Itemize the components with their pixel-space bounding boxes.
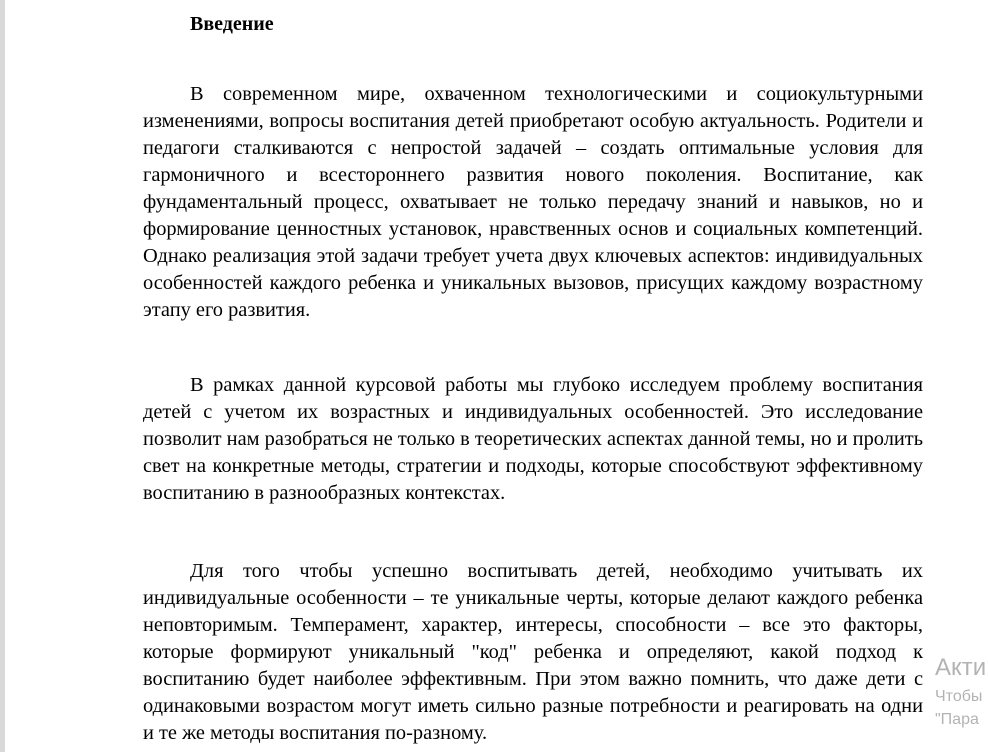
paragraph-3: Для того чтобы успешно воспитывать детей, необходимо учитывать их индивидуальные особенности – те уникальные черты, которые делают каждого ребенка неповторимым. Темперамент, характер, интересы, способности – все это факторы, которые формируют уникальный "код" ребенка и определяют, какой подход к воспитанию будет наиболее эффективным. При этом важно помнить, что даже дети с одинаковыми возрастом могут иметь сильно разные потребности и реагировать на одни и те же методы воспитания по-разному. [143, 560, 923, 745]
activation-watermark-title: Акти [935, 654, 987, 681]
activation-watermark-line-2: "Пара [935, 711, 979, 728]
paragraph-1: В современном мире, охваченном технологическими и социокультурными изменениями, вопросы воспитания детей приобретают особую актуальность. Родители и педагоги сталкиваются с непростой задачей – создать оптимальные условия для гармоничного и всестороннего развития нового поколения. Воспитание, как фундаментальный процесс, охватывает не только передачу знаний и навыков, но и формирование ценностных установок, нравственных основ и социальных компетенций. Однако реализация этой задачи требует учета двух ключевых аспектов: индивидуальных особенностей каждого ребенка и уникальных вызовов, присущих каждому возрастному этапу его развития. [143, 83, 923, 322]
page-left-edge [0, 0, 5, 752]
section-heading: Введение [190, 13, 274, 35]
paragraph-2: В рамках данной курсовой работы мы глубоко исследуем проблему воспитания детей с учетом их возрастных и индивидуальных особенностей. Это исследование позволит нам разобраться не только в теоретических аспектах данной темы, но и пролить свет на конкретные методы, стратегии и подходы, которые способствуют эффективному воспитанию в разнообразных контекстах. [143, 374, 924, 505]
activation-watermark-line-1: Чтобы [935, 688, 983, 705]
